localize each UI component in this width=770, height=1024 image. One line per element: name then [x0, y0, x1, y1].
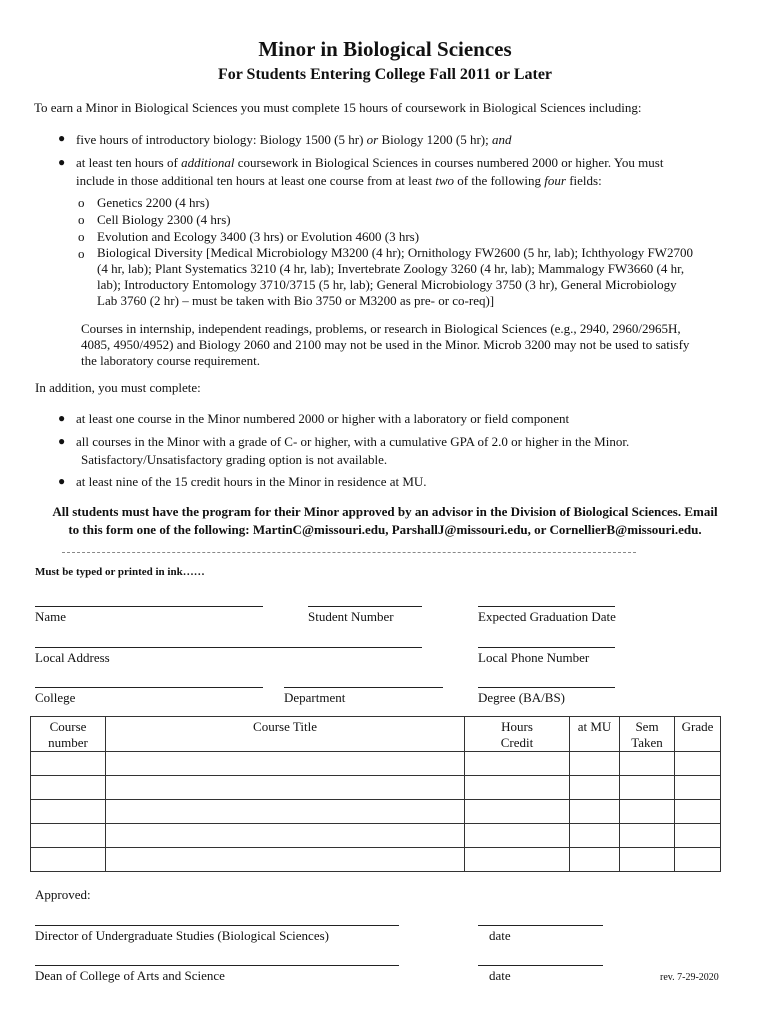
student-number-label: Student Number: [308, 609, 394, 624]
course-table: [30, 716, 721, 872]
table-cell[interactable]: [570, 824, 620, 848]
graduation-date-label: Expected Graduation Date: [478, 609, 616, 624]
table-cell[interactable]: [675, 752, 721, 776]
dean-label: Dean of College of Arts and Science: [35, 968, 225, 983]
table-row: [31, 824, 721, 848]
director-date-label: date: [489, 928, 511, 943]
divider: [62, 552, 636, 553]
addition-grade-requirement-line2: Satisfactory/Unsatisfactory grading option is not available.: [81, 452, 388, 467]
page-title: Minor in Biological Sciences: [258, 37, 512, 61]
table-cell[interactable]: [106, 848, 465, 872]
column-header-hours-credit: Hours Credit: [465, 717, 570, 752]
degree-label: Degree (BA/BS): [478, 690, 566, 705]
table-cell[interactable]: [31, 752, 106, 776]
table-cell[interactable]: [620, 824, 675, 848]
exclusion-note: Courses in internship, independent readings, problems, or research in Biological Sciences (e.g., 2940, 2960/2965H, 4085, 4950/4952) and Biology 2060 and 2100 may not be used in the Minor. Microb 3200 may not be used to satisfy the laboratory course requirement.: [81, 321, 690, 368]
table-cell[interactable]: [620, 776, 675, 800]
table-cell[interactable]: [31, 800, 106, 824]
table-cell[interactable]: [570, 848, 620, 872]
name-label: Name: [35, 609, 67, 624]
table-cell[interactable]: [31, 848, 106, 872]
dean-date-label: date: [489, 968, 511, 983]
addition-lab-requirement: at least one course in the Minor numbered 2000 or higher with a laboratory or field component: [76, 411, 570, 426]
form-instruction: Must be typed or printed in ink……: [35, 566, 205, 578]
table-cell[interactable]: [570, 752, 620, 776]
degree-field[interactable]: [478, 687, 615, 688]
director-date-field[interactable]: [478, 925, 603, 926]
department-field[interactable]: [284, 687, 443, 688]
local-address-field[interactable]: [35, 647, 422, 648]
department-label: Department: [284, 690, 346, 705]
approval-note: All students must have the program for their Minor approved by an advisor in the Division of Biological Sciences. Email to this form one of the following: MartinC@missouri.edu, ParshallJ@missouri.edu, or CornellierB@missouri.edu.: [52, 504, 718, 537]
requirement-additional-line1: at least ten hours of additional coursework in Biological Sciences in courses numbered 2000 or higher. You must: [76, 155, 664, 170]
column-header-grade: Grade: [675, 717, 721, 752]
bullet-icon: ●: [58, 474, 66, 488]
table-cell[interactable]: [31, 776, 106, 800]
table-row: [31, 848, 721, 872]
field-genetics: Genetics 2200 (4 hrs): [97, 195, 210, 210]
table-cell[interactable]: [465, 776, 570, 800]
table-cell[interactable]: [675, 848, 721, 872]
requirement-additional-line2: include in those additional ten hours at least one course from at least two of the following four fields:: [76, 173, 602, 188]
dean-date-field[interactable]: [478, 965, 603, 966]
column-header-course-title: Course Title: [106, 717, 465, 752]
table-cell[interactable]: [570, 800, 620, 824]
table-row: [31, 752, 721, 776]
college-field[interactable]: [35, 687, 263, 688]
table-cell[interactable]: [570, 776, 620, 800]
field-evolution: Evolution and Ecology 3400 (3 hrs) or Evolution 4600 (3 hrs): [97, 229, 420, 244]
bullet-icon: ●: [58, 411, 66, 425]
student-number-field[interactable]: [308, 606, 422, 607]
table-cell[interactable]: [465, 752, 570, 776]
field-biological-diversity: Biological Diversity [Medical Microbiology M3200 (4 hr); Ornithology FW2600 (5 hr, lab); Ichthyology FW2700 (4 hr, lab); Plant Systematics 3210 (4 hr, lab); Invertebrate Zoology 3260 (4 hr, lab); Mammalogy FW3660 (4 hr, lab); Introductory Entomology 3710/3715 (5 hr, lab); General Microbiology 3750 (3 hr), General Microbiology Lab 3760 (2 hr) – must be taken with Bio 3750 or M3200 as pre- or co-req)]: [97, 245, 693, 308]
sub-bullet-icon: o: [78, 246, 85, 261]
local-address-label: Local Address: [35, 650, 110, 665]
table-cell[interactable]: [106, 800, 465, 824]
table-cell[interactable]: [465, 824, 570, 848]
sub-bullet-icon: o: [78, 195, 85, 210]
page-subtitle: For Students Entering College Fall 2011 or Later: [217, 66, 553, 83]
table-row: [31, 800, 721, 824]
table-cell[interactable]: [465, 800, 570, 824]
addition-residence-requirement: at least nine of the 15 credit hours in the Minor in residence at MU.: [76, 474, 427, 489]
graduation-date-field[interactable]: [478, 606, 615, 607]
table-cell[interactable]: [620, 800, 675, 824]
bullet-icon: ●: [58, 131, 66, 145]
column-header-at-mu: at MU: [570, 717, 620, 752]
intro-text: To earn a Minor in Biological Sciences you must complete 15 hours of coursework in Biological Sciences including:: [34, 100, 642, 115]
dean-signature-field[interactable]: [35, 965, 399, 966]
table-cell[interactable]: [106, 752, 465, 776]
approved-label: Approved:: [35, 887, 91, 902]
field-cell-biology: Cell Biology 2300 (4 hrs): [97, 212, 231, 227]
column-header-course-number: Course number: [31, 717, 106, 752]
table-cell[interactable]: [620, 848, 675, 872]
local-phone-field[interactable]: [478, 647, 615, 648]
table-cell[interactable]: [106, 824, 465, 848]
table-cell[interactable]: [675, 776, 721, 800]
director-signature-field[interactable]: [35, 925, 399, 926]
director-label: Director of Undergraduate Studies (Biological Sciences): [35, 928, 329, 943]
column-header-semester: Sem Taken: [620, 717, 675, 752]
sub-bullet-icon: o: [78, 212, 85, 227]
revision-date: rev. 7-29-2020: [660, 972, 719, 983]
addition-heading: In addition, you must complete:: [35, 380, 201, 395]
addition-grade-requirement-line1: all courses in the Minor with a grade of C- or higher, with a cumulative GPA of 2.0 or higher in the Minor.: [76, 434, 630, 449]
bullet-icon: ●: [58, 434, 66, 448]
table-cell[interactable]: [106, 776, 465, 800]
table-header-row: [31, 717, 721, 752]
local-phone-label: Local Phone Number: [478, 650, 590, 665]
table-cell[interactable]: [675, 824, 721, 848]
sub-bullet-icon: o: [78, 229, 85, 244]
table-cell[interactable]: [465, 848, 570, 872]
table-row: [31, 776, 721, 800]
bullet-icon: ●: [58, 155, 66, 169]
name-field[interactable]: [35, 606, 263, 607]
table-cell[interactable]: [620, 752, 675, 776]
requirement-intro-biology: five hours of introductory biology: Biology 1500 (5 hr) or Biology 1200 (5 hr); and: [76, 132, 512, 147]
table-cell[interactable]: [675, 800, 721, 824]
table-cell[interactable]: [31, 824, 106, 848]
college-label: College: [35, 690, 76, 705]
